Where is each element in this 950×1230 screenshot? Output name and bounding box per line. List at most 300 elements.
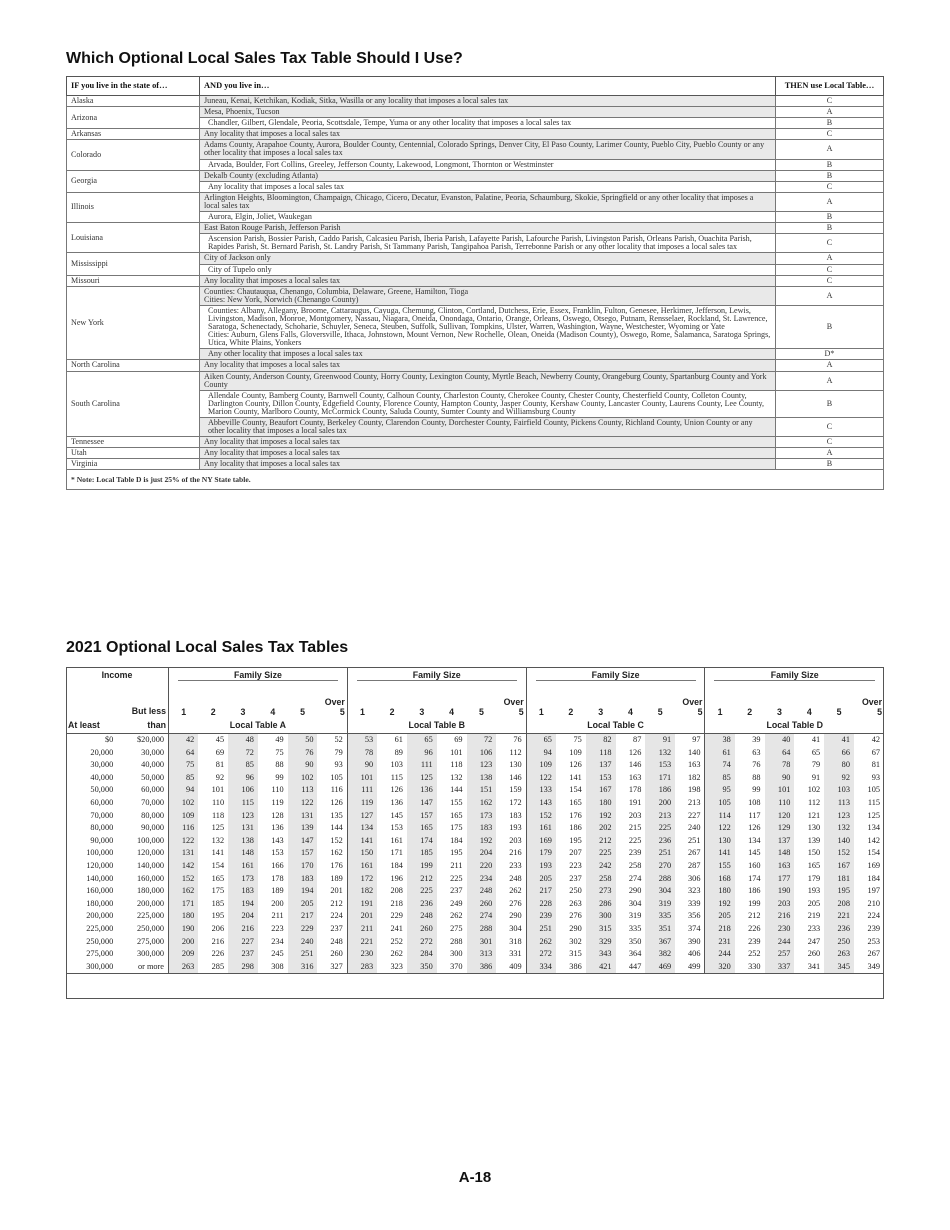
tax-amount-cell: 250 xyxy=(824,936,854,949)
tax-amount-cell: 200 xyxy=(271,898,284,908)
tax-amount-cell: 335 xyxy=(645,910,675,923)
tax-amount-cell: 193 xyxy=(526,860,556,873)
tax-amount-cell: 115 xyxy=(228,797,258,810)
income-at-least: 40,000 xyxy=(90,772,114,782)
family-size-column xyxy=(258,682,288,717)
tax-amount-cell: 162 xyxy=(169,885,199,898)
tax-amount-cell: 150 xyxy=(807,848,821,858)
tax-amount-cell: 301 xyxy=(467,936,497,949)
income-but-less: 250,000 xyxy=(137,923,164,933)
tax-amount-cell: 200 xyxy=(645,797,675,810)
tax-amount-cell: 147 xyxy=(407,797,437,810)
sales-tax-rate-table xyxy=(66,667,884,974)
tax-amount-cell: 208 xyxy=(390,886,403,896)
tax-amount-cell: 131 xyxy=(169,847,199,860)
but-less-header: But less xyxy=(131,706,166,716)
tax-amount-cell: 168 xyxy=(705,873,735,886)
tax-amount-cell: 284 xyxy=(407,948,437,961)
rate-row xyxy=(66,822,884,835)
tax-amount-cell: 157 xyxy=(288,847,318,860)
tax-amount-cell: 205 xyxy=(526,873,556,886)
income-at-least: 70,000 xyxy=(90,810,114,820)
income-but-less: 275,000 xyxy=(137,936,164,946)
local-table-letter: A xyxy=(776,107,884,118)
lookup-row xyxy=(67,223,884,234)
family-size-label: Family Size xyxy=(714,670,875,681)
tax-amount-cell: 80 xyxy=(824,759,854,772)
tax-amount-cell: 45 xyxy=(215,735,225,744)
tax-amount-cell: 76 xyxy=(513,735,522,744)
tax-amount-cell: 153 xyxy=(645,759,675,772)
tax-amount-cell: 134 xyxy=(347,822,377,835)
locality-line: Counties: Chautauqua, Chenango, Columbia, Delaware, Greene, Hamilton, Tioga xyxy=(204,286,469,296)
locality-description: Any locality that imposes a local sales tax xyxy=(200,275,776,286)
tax-amount-cell: 212 xyxy=(586,835,616,848)
state-name: Arizona xyxy=(67,107,200,129)
tax-amount-cell: 252 xyxy=(748,949,761,959)
tax-amount-cell: 114 xyxy=(705,810,735,823)
tax-amount-cell: 331 xyxy=(509,949,522,959)
family-size-column xyxy=(496,682,526,717)
tax-amount-cell: 237 xyxy=(569,873,582,883)
income-at-least: 140,000 xyxy=(86,873,114,883)
tax-amount-cell: 240 xyxy=(688,823,701,833)
tax-amount-cell: 184 xyxy=(867,873,880,883)
tax-amount-cell: 122 xyxy=(526,772,556,785)
tax-amount-cell: 260 xyxy=(807,949,821,959)
income-but-less: 160,000 xyxy=(137,873,164,883)
tax-amount-cell: 193 xyxy=(807,886,821,896)
tax-amount-cell: 106 xyxy=(228,784,258,797)
income-but-less: 180,000 xyxy=(137,886,164,896)
tax-amount-cell: 233 xyxy=(807,923,821,933)
tax-amount-cell: 122 xyxy=(705,822,735,835)
size-label: 4 xyxy=(627,707,633,717)
tax-amount-cell: 78 xyxy=(765,759,795,772)
tax-amount-cell: 421 xyxy=(586,961,616,974)
tax-amount-cell: 39 xyxy=(752,735,761,744)
locality-description: Ascension Parish, Bossier Parish, Caddo Parish, Calcasieu Parish, Iberia Parish, Lafayette Parish, Lafourche Parish, Livingston Parish, Orleans Parish, Ouachita Parish, Rapides Parish, St. Bernard Parish, St. Landry Parish, St Tammany Parish, Tangipahoa Parish, Terrebonne Parish or any other locality that imposes a local sales tax xyxy=(200,234,776,253)
tax-amount-cell: 161 xyxy=(228,860,258,873)
tax-amount-cell: 144 xyxy=(450,785,463,795)
tax-amount-cell: 244 xyxy=(765,936,795,949)
tax-amount-cell: 133 xyxy=(526,784,556,797)
size-label: 5 xyxy=(657,707,663,717)
local-table-letter: C xyxy=(776,181,884,192)
tax-amount-cell: 53 xyxy=(347,734,377,747)
tax-amount-cell: 102 xyxy=(169,797,199,810)
tax-amount-cell: 224 xyxy=(330,911,343,921)
size-label: Over xyxy=(324,697,345,707)
tax-amount-cell: 224 xyxy=(867,911,880,921)
size-label: 1 xyxy=(360,707,365,717)
tax-amount-cell: 177 xyxy=(765,873,795,886)
tax-amount-cell: 118 xyxy=(211,810,225,820)
tax-amount-cell: 140 xyxy=(824,835,854,848)
tax-amount-cell: 308 xyxy=(258,961,288,974)
tax-amount-cell: 108 xyxy=(748,797,761,807)
tax-amount-cell: 115 xyxy=(867,797,880,807)
tax-amount-cell: 258 xyxy=(628,860,642,870)
size-label: 5 xyxy=(478,707,484,717)
tax-amount-cell: 219 xyxy=(807,911,821,921)
tax-amount-cell: 136 xyxy=(407,784,437,797)
income-but-less: 140,000 xyxy=(137,860,164,870)
tax-amount-cell: 288 xyxy=(467,923,497,936)
tax-amount-cell: 72 xyxy=(467,734,497,747)
tax-amount-cell: 206 xyxy=(211,923,225,933)
tax-amount-cell: 196 xyxy=(390,873,403,883)
tax-amount-cell: 205 xyxy=(705,910,735,923)
tax-amount-cell: 125 xyxy=(407,772,437,785)
tax-amount-cell: 173 xyxy=(467,810,497,823)
tax-amount-cell: 318 xyxy=(509,936,522,946)
tax-amount-cell: 195 xyxy=(450,848,463,858)
tax-amount-cell: 223 xyxy=(569,860,582,870)
local-table-letter: A xyxy=(776,448,884,459)
local-table-letter: B xyxy=(776,159,884,170)
tax-amount-cell: 172 xyxy=(509,797,522,807)
tax-amount-cell: 140 xyxy=(688,747,701,757)
tax-amount-cell: 236 xyxy=(645,835,675,848)
tax-amount-cell: 103 xyxy=(824,784,854,797)
tax-amount-cell: 343 xyxy=(586,948,616,961)
tax-amount-cell: 337 xyxy=(765,961,795,974)
tax-amount-cell: 274 xyxy=(467,910,497,923)
tax-amount-cell: 79 xyxy=(811,760,821,770)
income-at-least: 225,000 xyxy=(86,923,114,933)
tax-amount-cell: 157 xyxy=(407,810,437,823)
local-table-letter: A xyxy=(776,140,884,159)
state-name: Louisiana xyxy=(67,223,200,253)
tax-amount-cell: 42 xyxy=(871,735,880,744)
tax-amount-cell: 148 xyxy=(765,847,795,860)
lookup-row xyxy=(67,360,884,371)
size-label: 2 xyxy=(568,707,574,717)
tax-amount-cell: 64 xyxy=(169,747,199,760)
family-size-column xyxy=(645,682,675,717)
tax-amount-cell: 236 xyxy=(407,898,437,911)
area-column-header: AND you live in… xyxy=(200,77,776,96)
tax-amount-cell: 105 xyxy=(867,785,880,795)
state-name: Illinois xyxy=(67,192,200,222)
locality-description: Chandler, Gilbert, Glendale, Peoria, Scottsdale, Tempe, Yuma or any other locality that imposes a local sales tax xyxy=(200,118,776,129)
tax-amount-cell: 180 xyxy=(586,797,616,810)
lookup-row xyxy=(67,140,884,159)
tax-amount-cell: 203 xyxy=(509,835,522,845)
tax-amount-cell: 176 xyxy=(569,810,582,820)
tax-amount-cell: 49 xyxy=(275,735,284,744)
locality-line: Cities: New York, Norwich (Chenango County) xyxy=(204,294,359,304)
tax-amount-cell: 285 xyxy=(198,961,228,974)
rate-row xyxy=(66,948,884,961)
tax-amount-cell: 69 xyxy=(215,747,225,757)
family-size-column xyxy=(198,682,228,717)
income-but-less: 50,000 xyxy=(141,772,164,782)
tax-amount-cell: 153 xyxy=(586,772,616,785)
tax-amount-cell: 174 xyxy=(407,835,437,848)
tax-amount-cell: 165 xyxy=(211,873,225,883)
family-size-column xyxy=(556,682,586,717)
locality-description: Aurora, Elgin, Joliet, Waukegan xyxy=(200,212,776,223)
state-name: Utah xyxy=(67,448,200,459)
tax-amount-cell: 217 xyxy=(526,885,556,898)
size-label: 2 xyxy=(210,707,216,717)
tax-amount-cell: 262 xyxy=(450,911,463,921)
tax-amount-cell: 258 xyxy=(586,873,616,886)
tax-amount-cell: 66 xyxy=(824,747,854,760)
income-at-least: 80,000 xyxy=(90,823,114,833)
income-but-less: 200,000 xyxy=(137,898,164,908)
tax-amount-cell: 236 xyxy=(824,923,854,936)
tax-amount-cell: 64 xyxy=(765,747,795,760)
tax-amount-cell: 125 xyxy=(211,823,225,833)
local-table-letter: C xyxy=(776,234,884,253)
tax-amount-cell: 233 xyxy=(509,860,522,870)
income-but-less: $20,000 xyxy=(137,735,164,744)
tax-amount-cell: 316 xyxy=(288,961,318,974)
tax-amount-cell: 262 xyxy=(526,936,556,949)
tax-amount-cell: 182 xyxy=(347,885,377,898)
tax-amount-cell: 41 xyxy=(811,735,821,744)
tax-amount-cell: 99 xyxy=(275,772,284,782)
local-table-letter: B xyxy=(776,170,884,181)
tax-amount-cell: 234 xyxy=(467,873,497,886)
tax-amount-cell: 152 xyxy=(824,847,854,860)
lookup-row xyxy=(67,107,884,118)
lookup-row xyxy=(67,96,884,107)
locality-description xyxy=(200,286,776,305)
tax-amount-cell: 226 xyxy=(748,923,761,933)
tax-amount-cell: 166 xyxy=(271,860,284,870)
tax-amount-cell: 159 xyxy=(509,785,522,795)
tax-amount-cell: 251 xyxy=(288,948,318,961)
tax-amount-cell: 154 xyxy=(569,785,582,795)
lookup-header-row xyxy=(67,77,884,96)
tax-amount-cell: 194 xyxy=(228,898,258,911)
tax-amount-cell: 382 xyxy=(645,948,675,961)
tax-amount-cell: 170 xyxy=(288,860,318,873)
tax-amount-cell: 286 xyxy=(586,898,616,911)
tax-amount-cell: 263 xyxy=(824,948,854,961)
tax-amount-cell: 161 xyxy=(347,860,377,873)
tax-amount-cell: 329 xyxy=(586,936,616,949)
tax-amount-cell: 76 xyxy=(752,760,761,770)
locality-description: Any other locality that imposes a local sales tax xyxy=(200,349,776,360)
locality-description: City of Tupelo only xyxy=(200,264,776,275)
tax-amount-cell: 90 xyxy=(765,772,795,785)
income-but-less: 120,000 xyxy=(137,848,164,858)
tax-amount-cell: 267 xyxy=(688,848,701,858)
rates-size-row xyxy=(66,682,884,717)
tax-amount-cell: 221 xyxy=(824,910,854,923)
size-label: 1 xyxy=(181,707,187,717)
tax-amount-cell: 75 xyxy=(275,747,284,757)
locality-description: East Baton Rouge Parish, Jefferson Parish xyxy=(200,223,776,234)
tax-amount-cell: 211 xyxy=(347,923,377,936)
tax-amount-cell: 225 xyxy=(450,873,463,883)
tax-amount-cell: 319 xyxy=(628,911,642,921)
state-name: Virginia xyxy=(67,459,200,470)
tax-amount-cell: 135 xyxy=(330,810,343,820)
tax-amount-cell: 112 xyxy=(808,797,821,807)
tax-amount-cell: 61 xyxy=(394,735,403,744)
tax-amount-cell: 92 xyxy=(824,772,854,785)
tax-amount-cell: 260 xyxy=(467,898,497,911)
tax-amount-cell: 102 xyxy=(807,785,821,795)
locality-description: Arlington Heights, Bloomington, Champaign, Chicago, Cicero, Decatur, Evanston, Palatine, Peoria, Schaumburg, Skokie, Springfield or any other locality that imposes a local sales tax xyxy=(200,192,776,211)
tax-amount-cell: 192 xyxy=(467,835,497,848)
tax-amount-cell: 151 xyxy=(467,784,497,797)
size-label: 4 xyxy=(270,707,276,717)
tax-amount-cell: 267 xyxy=(867,949,880,959)
tax-amount-cell: 370 xyxy=(437,961,467,974)
tax-amount-cell: 136 xyxy=(390,797,403,807)
state-name: Alaska xyxy=(67,96,200,107)
income-at-least: 20,000 xyxy=(90,747,114,757)
tax-amount-cell: 203 xyxy=(628,810,642,820)
family-size-label: Family Size xyxy=(357,670,517,681)
local-table-letter: A xyxy=(776,286,884,305)
size-label: 4 xyxy=(806,707,812,717)
income-at-least: 275,000 xyxy=(86,949,114,959)
tax-amount-cell: 213 xyxy=(645,810,675,823)
local-table-letter: A xyxy=(776,360,884,371)
family-size-column xyxy=(407,682,437,717)
tax-amount-cell: 95 xyxy=(705,784,735,797)
tax-amount-cell: 191 xyxy=(347,898,377,911)
tax-amount-cell: 123 xyxy=(824,810,854,823)
tax-amount-cell: 189 xyxy=(271,886,284,896)
tax-amount-cell: 119 xyxy=(347,797,377,810)
tax-amount-cell: 139 xyxy=(807,835,821,845)
tax-amount-cell: 153 xyxy=(271,848,284,858)
tax-amount-cell: 42 xyxy=(169,734,199,747)
rate-row xyxy=(66,860,884,873)
tax-amount-cell: 145 xyxy=(390,810,403,820)
tax-amount-cell: 163 xyxy=(765,860,795,873)
tax-amount-cell: 147 xyxy=(288,835,318,848)
tax-amount-cell: 330 xyxy=(735,961,765,974)
tax-amount-cell: 203 xyxy=(765,898,795,911)
tax-amount-cell: 109 xyxy=(169,810,199,823)
tax-amount-cell: 263 xyxy=(569,898,582,908)
rate-row xyxy=(66,835,884,848)
rate-row xyxy=(66,910,884,923)
size-label: 1 xyxy=(538,707,544,717)
rate-row xyxy=(66,810,884,823)
tax-amount-cell: 163 xyxy=(628,772,642,782)
income-but-less: 30,000 xyxy=(141,747,164,757)
tax-amount-cell: 260 xyxy=(407,923,437,936)
tax-amount-cell: 102 xyxy=(288,772,318,785)
income-but-less: or more xyxy=(117,961,168,974)
local-table-letter: B xyxy=(776,390,884,417)
rate-row xyxy=(66,747,884,760)
tax-amount-cell: 118 xyxy=(450,760,463,770)
tax-amount-cell: 169 xyxy=(867,860,880,870)
tax-amount-cell: 178 xyxy=(271,873,284,883)
local-table-group-header: Local Table D xyxy=(705,717,884,734)
income-at-least: 180,000 xyxy=(86,898,114,908)
income-at-least: 100,000 xyxy=(86,848,114,858)
tax-amount-cell: 141 xyxy=(211,848,225,858)
tax-amount-cell: 198 xyxy=(688,785,701,795)
tax-amount-cell: 94 xyxy=(526,747,556,760)
tax-amount-cell: 250 xyxy=(569,886,582,896)
tax-amount-cell: 221 xyxy=(347,936,377,949)
tax-amount-cell: 302 xyxy=(569,936,582,946)
state-name: Tennessee xyxy=(67,437,200,448)
tax-amount-cell: 130 xyxy=(705,835,735,848)
family-size-column xyxy=(317,682,347,717)
tax-amount-cell: 141 xyxy=(347,835,377,848)
rate-row xyxy=(66,772,884,785)
tax-amount-cell: 229 xyxy=(288,923,318,936)
rate-row xyxy=(66,734,884,747)
tax-amount-cell: 74 xyxy=(705,759,735,772)
tax-amount-cell: 237 xyxy=(228,948,258,961)
income-at-least: $0 xyxy=(104,735,114,744)
tax-amount-cell: 142 xyxy=(169,860,199,873)
tax-amount-cell: 110 xyxy=(765,797,795,810)
tax-amount-cell: 82 xyxy=(586,734,616,747)
family-size-column xyxy=(616,682,646,717)
income-but-less: 100,000 xyxy=(137,835,164,845)
state-name: Mississippi xyxy=(67,253,200,275)
lookup-row xyxy=(67,192,884,211)
tax-amount-cell: 180 xyxy=(169,910,199,923)
tax-amount-cell: 122 xyxy=(169,835,199,848)
tax-amount-cell: 367 xyxy=(645,936,675,949)
income-at-least: 60,000 xyxy=(90,797,114,807)
tax-amount-cell: 390 xyxy=(688,936,701,946)
tax-amount-cell: 93 xyxy=(334,760,343,770)
tax-amount-cell: 315 xyxy=(586,923,616,936)
tax-amount-cell: 356 xyxy=(688,911,701,921)
income-but-less: 40,000 xyxy=(141,760,164,770)
tax-amount-cell: 237 xyxy=(330,923,343,933)
family-size-column xyxy=(288,682,318,717)
tax-amount-cell: 263 xyxy=(169,961,199,974)
tax-amount-cell: 38 xyxy=(705,734,735,747)
tax-amount-cell: 319 xyxy=(645,898,675,911)
tax-amount-cell: 116 xyxy=(169,822,199,835)
tax-amount-cell: 216 xyxy=(211,936,225,946)
tax-amount-cell: 109 xyxy=(526,759,556,772)
tax-amount-cell: 101 xyxy=(765,784,795,797)
tax-amount-cell: 146 xyxy=(628,760,642,770)
tax-amount-cell: 155 xyxy=(705,860,735,873)
tax-amount-cell: 208 xyxy=(824,898,854,911)
tax-amount-cell: 239 xyxy=(748,936,761,946)
local-table-letter: C xyxy=(776,264,884,275)
locality-description: Arvada, Boulder, Fort Collins, Greeley, Jefferson County, Lakewood, Longmont, Thornton or Westminster xyxy=(200,159,776,170)
locality-description: Juneau, Kenai, Ketchikan, Kodiak, Sitka, Wasilla or any locality that imposes a local sales tax xyxy=(200,96,776,107)
tax-amount-cell: 88 xyxy=(275,760,284,770)
tax-amount-cell: 323 xyxy=(688,886,701,896)
locality-description: Any locality that imposes a local sales tax xyxy=(200,437,776,448)
family-size-column xyxy=(824,682,854,717)
tax-amount-cell: 173 xyxy=(228,873,258,886)
tax-amount-cell: 195 xyxy=(824,885,854,898)
income-at-least: 250,000 xyxy=(86,936,114,946)
income-but-less: 60,000 xyxy=(141,785,164,795)
lookup-row xyxy=(67,448,884,459)
lookup-row xyxy=(67,459,884,470)
tax-amount-cell: 218 xyxy=(390,898,403,908)
lookup-row xyxy=(67,371,884,390)
